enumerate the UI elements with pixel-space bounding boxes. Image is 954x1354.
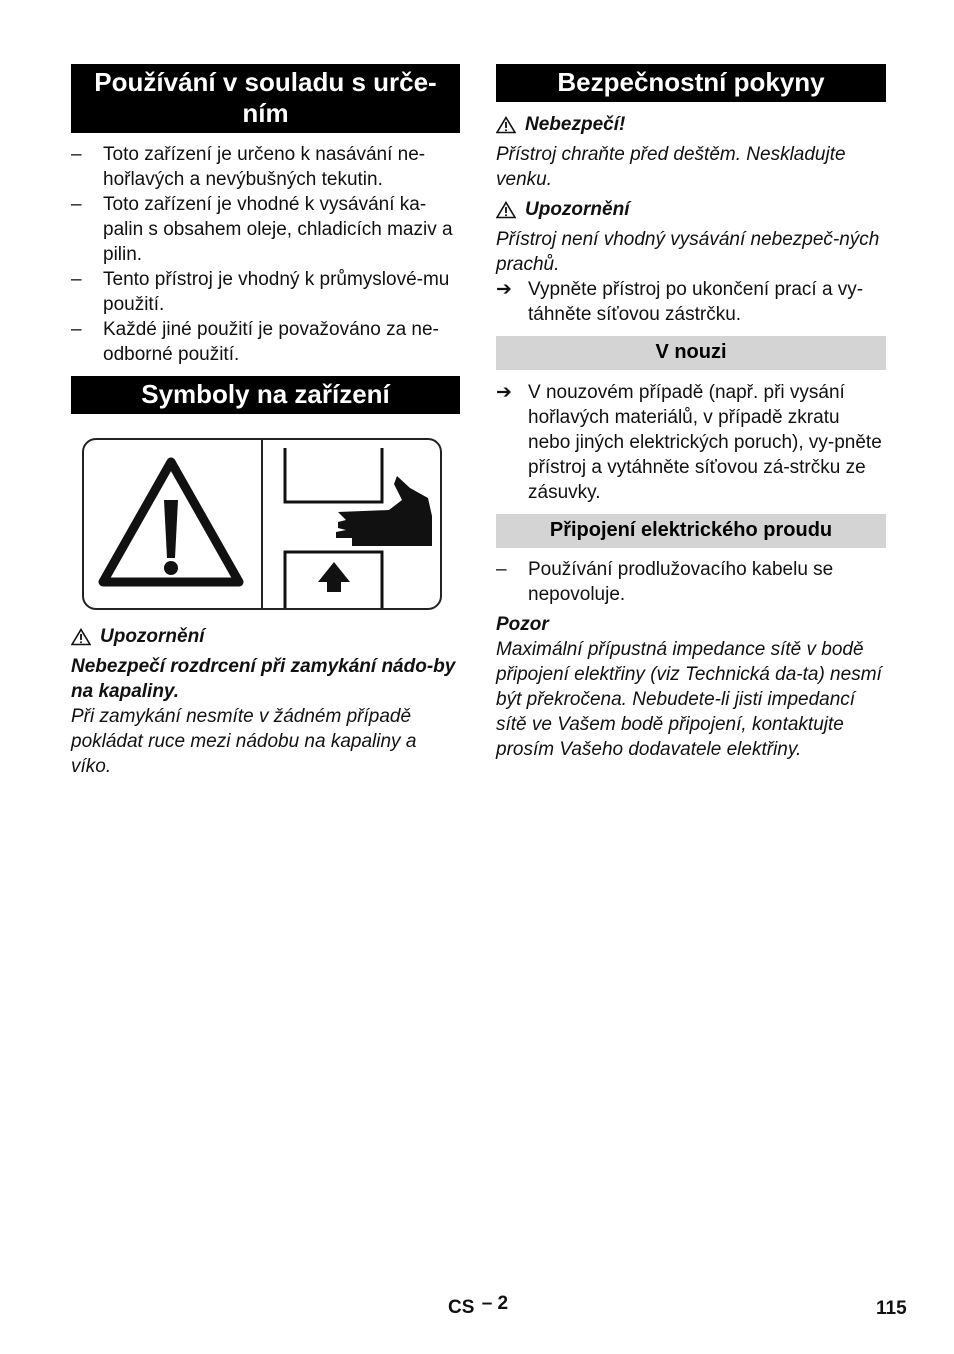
caution-action-text: Vypněte přístroj po ukončení prací a vy-táhněte síťovou zástrčku.	[528, 279, 864, 325]
electrical-list	[496, 557, 886, 607]
warning-triangle-icon	[496, 201, 516, 219]
left-column	[71, 64, 460, 779]
danger-label: Nebezpečí!	[525, 114, 626, 135]
footer-lang-code: CS	[448, 1297, 475, 1318]
warning-text: Při zamykání nesmíte v žádném případě pokládat ruce mezi nádobu na kapaliny a víko.	[71, 706, 417, 777]
footer-section: – 2	[481, 1293, 509, 1314]
caution-text: Přístroj není vhodný vysávání nebezpeč-ných prachů.	[496, 229, 880, 275]
list-item: – Toto zařízení je určeno k nasávání ne-hořlavých a nevýbušných tekutin.	[71, 142, 460, 192]
list-item: – Tento přístroj je vhodný k průmyslové-mu použití.	[71, 267, 460, 317]
emergency-action	[496, 380, 886, 505]
device-symbol	[82, 438, 442, 610]
warning-triangle-icon	[496, 116, 516, 134]
danger-text: Přístroj chraňte před deštěm. Neskladujte venku.	[496, 144, 846, 190]
arrow-right-icon: ➔	[496, 382, 512, 403]
note-text: Maximální přípustná impedance sítě v bodě připojení elektřiny (viz Technická da-ta) nesmí být překročena. Nebudete-li jisti impedancí sítě ve Vašem bodě připojení, kontaktujte prosím Vašeho dodavatele elektřiny.	[496, 639, 882, 760]
crush-hazard-symbol-graphic	[84, 440, 440, 608]
note-label: Pozor	[496, 614, 549, 635]
footer-language	[448, 1293, 509, 1319]
heading-line-2: ním	[242, 98, 289, 128]
list-item: – Používání prodlužovacího kabelu se nepovoluje.	[496, 557, 886, 607]
caution-heading	[496, 197, 886, 222]
warning-heading	[71, 624, 460, 649]
caution-action	[496, 277, 886, 327]
arrow-right-icon: ➔	[496, 279, 512, 300]
heading-line-1: Používání v souladu s urče-	[94, 67, 437, 97]
heading-emergency: V nouzi	[496, 336, 886, 370]
heading-safety: Bezpečnostní pokyny	[496, 64, 886, 102]
heading-intended-use	[71, 64, 460, 133]
emergency-action-text: V nouzovém případě (např. při vysání hořlavých materiálů, v případě zkratu nebo jiných elektrických poruch), vy-pněte přístroj a vytáhněte síťovou zá-strčku ze zásuvky.	[528, 382, 882, 503]
page-number: 115	[876, 1298, 907, 1319]
heading-electrical: Připojení elektrického proudu	[496, 514, 886, 548]
heading-symbols: Symboly na zařízení	[71, 376, 460, 414]
warning-label: Upozornění	[100, 626, 205, 647]
warning-triangle-icon	[71, 628, 91, 646]
list-item: – Každé jiné použití je považováno za ne-odborné použití.	[71, 317, 460, 367]
danger-heading	[496, 112, 886, 137]
right-column	[496, 64, 886, 762]
warning-bold-text: Nebezpečí rozdrcení při zamykání nádo-by na kapaliny.	[71, 656, 456, 702]
list-item: – Toto zařízení je vhodné k vysávání ka-palin s obsahem oleje, chladicích maziv a pilin.	[71, 192, 460, 267]
caution-label: Upozornění	[525, 199, 630, 220]
intended-use-list	[71, 142, 460, 367]
